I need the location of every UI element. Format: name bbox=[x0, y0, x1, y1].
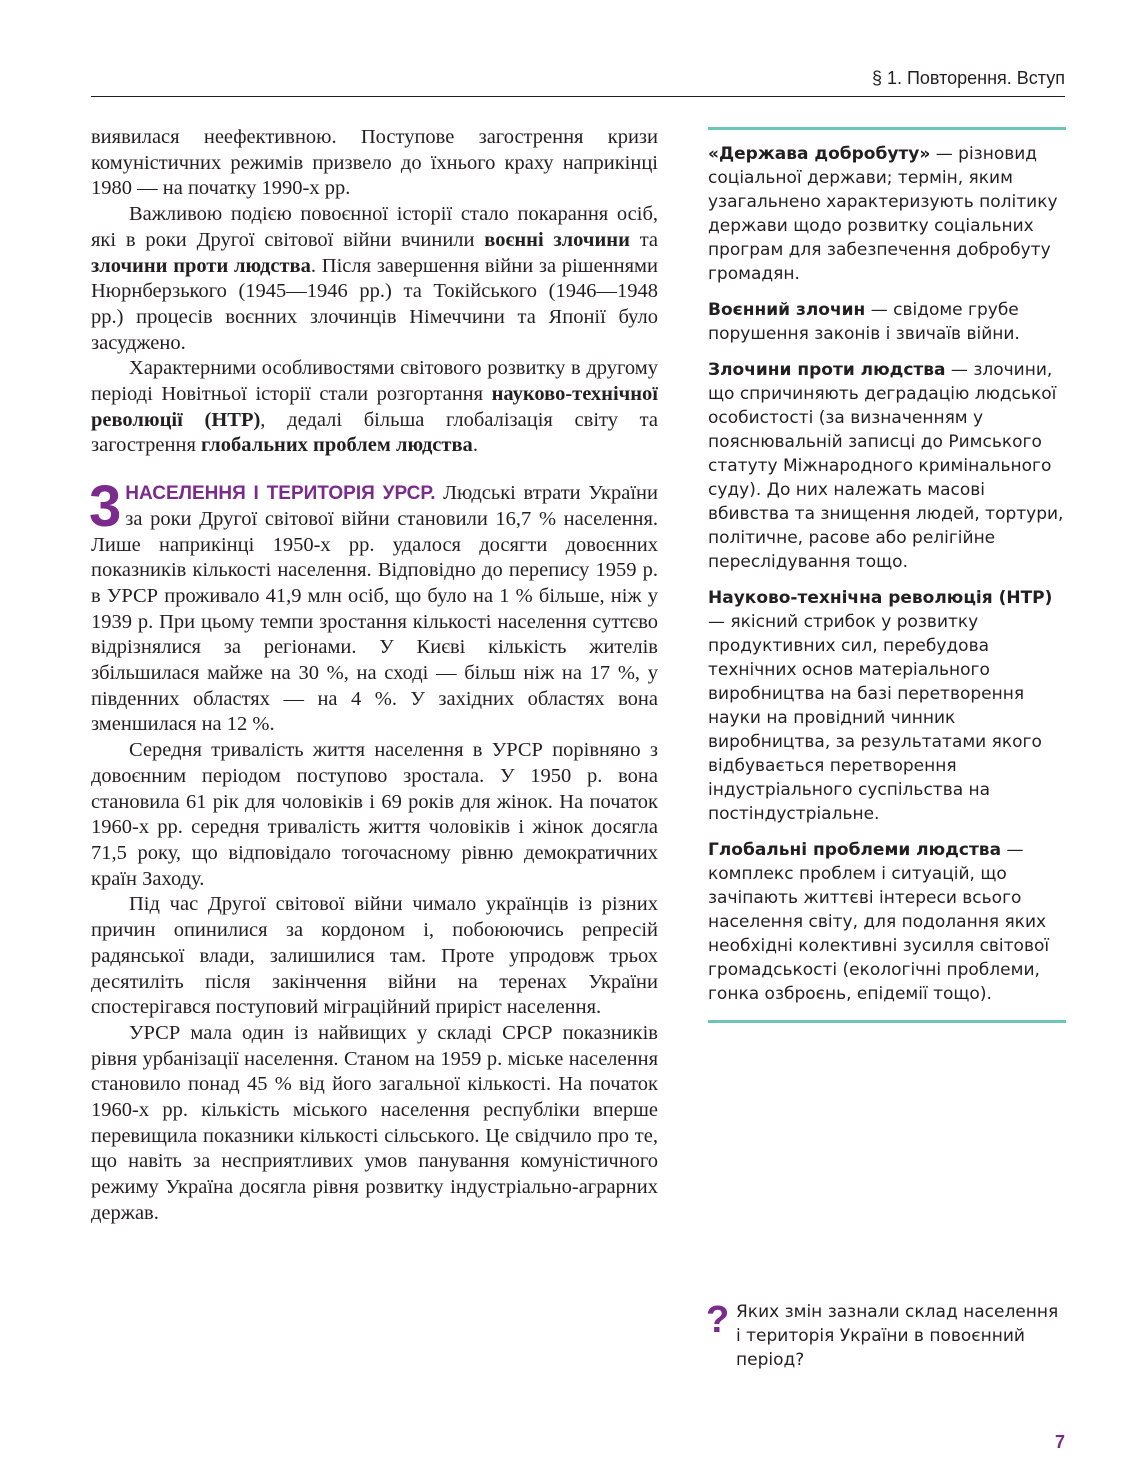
question-text: Яких змін зазнали склад населення і територія України в повоєнний період? bbox=[736, 1302, 1059, 1370]
section-number: 3 bbox=[89, 474, 122, 540]
section-3 bbox=[89, 474, 658, 738]
bold-term: злочини проти людства bbox=[91, 254, 311, 277]
paragraph: Середня тривалість життя населення в УРСР порівняно з довоєнним періодом поступово зростала. У 1950 р. вона становила 61 рік для чоловіків і 69 років для жінок. На початок 1960-х рр. середня тривалість життя чоловіків і жінок досягла 71,5 року, що відповідало тогочасному рівню демократичних країн Заходу. bbox=[91, 739, 658, 890]
definition-term: Воєнний злочин bbox=[708, 300, 866, 320]
bold-term: воєнні злочини bbox=[484, 228, 630, 251]
section-title: НАСЕЛЕННЯ І ТЕРИТОРІЯ УРСР. bbox=[125, 483, 436, 505]
definition: Злочини проти людства — злочини, що спричиняють деградацію людської особистості (за визначенням у пояснювальній записці до Римського статуту Міжнародного кримінального суду). До них належать масові вбивства та знищення людей, тортури, політичне, расове або релігійне переслідування тощо. bbox=[708, 360, 1064, 572]
paragraph: НАСЕЛЕННЯ І ТЕРИТОРІЯ УРСР. Людські втрати України за роки Другої світової війни становили 16,7 % населення. Лише наприкінці 1950-х рр. удалося досягти довоєнних показників кількості населення. Відповідно до перепису 1959 р. в УРСР проживало 41,9 млн осіб, що було на 1 % більше, ніж у 1939 р. При цьому темпи зростання кількості населення суттєво відрізнялися за регіонами. У Києві кількість жителів збільшилася майже на 30 %, на сході — більш ніж на 17 %, у південних областях — на 4 %. У західних областях вона зменшилася на 12 %. bbox=[91, 482, 658, 736]
definition: Глобальні проблеми людства — комплекс проблем і ситуацій, що зачіпають життєві інтереси всього населення світу, для подолання яких необхідні колективні зусилля світової громадськості (екологічні проблеми, гонка озброєнь, епідемії тощо). bbox=[708, 840, 1050, 1004]
definition-term: Глобальні проблеми людства bbox=[708, 840, 1002, 860]
main-text-column bbox=[91, 125, 658, 1227]
page-number: 7 bbox=[1054, 1432, 1065, 1452]
sidebar-top-divider bbox=[708, 127, 1066, 130]
paragraph: Характерними особливостями світового розвитку в другому періоді Новітньої історії стали розгортання науково-технічної революції (НТР), дедалі більша глобалізація світу та загострення глобальних проблем людства. bbox=[91, 357, 658, 457]
definition: Воєнний злочин — свідоме грубе порушення законів і звичаїв війни. bbox=[708, 300, 1020, 344]
glossary-sidebar bbox=[708, 127, 1066, 1023]
bold-term: глобальних проблем людства bbox=[201, 434, 473, 457]
paragraph: виявилася неефективною. Поступове загострення кризи комуністичних режимів призвело до їхнього краху наприкінці 1980 — на початку 1990-х рр. bbox=[91, 126, 658, 200]
running-header: § 1. Повторення. Вступ bbox=[871, 68, 1065, 88]
paragraph: Під час Другої світової війни чимало українців із різних причин опинилися за кордоном і, побоюючись репресій радянської влади, залишилися там. Проте упродовж трьох десятиліть після закінчення війни на теренах України спостерігався поступовий міграційний приріст населення. bbox=[91, 893, 658, 1019]
paragraph: Важливою подією повоєнної історії стало покарання осіб, які в роки Другої світової війни вчинили воєнні злочини та злочини проти людства. Після завершення війни за рішеннями Нюрнберзького (1945—1946 рр.) та Токійського (1946—1948 рр.) процесів воєнних злочинців Німеччини та Японії було засуджено. bbox=[91, 203, 659, 354]
definition-term: Злочини проти людства bbox=[708, 360, 946, 380]
sidebar-bottom-divider bbox=[708, 1020, 1066, 1023]
question-mark-icon: ? bbox=[706, 1299, 730, 1341]
header-divider bbox=[91, 96, 1065, 97]
review-question bbox=[706, 1300, 1066, 1372]
definition-term: «Держава добробуту» bbox=[708, 144, 931, 164]
bold-term: науково-технічної революції (НТР) bbox=[91, 383, 658, 431]
definition-term: Науково-технічна революція (НТР) bbox=[708, 588, 1053, 608]
paragraph: УРСР мала один із найвищих у складі СРСР показників рівня урбанізації населення. Станом на 1959 р. міське населення становило понад 45 % від його загальної кількості. На початок 1960-х рр. кількість міського населення республіки вперше перевищила показники кількості сільського. Це свідчило про те, що навіть за несприятливих умов панування комуністичного режиму Україна досягла рівня розвитку індустріально-аграрних держав. bbox=[91, 1021, 658, 1224]
definition: «Держава добробуту» — різновид соціальної держави; термін, яким узагальнено характеризують політику держави щодо розвитку соціальних програм для забезпечення добробуту громадян. bbox=[708, 144, 1058, 284]
definition: Науково-технічна революція (НТР) — якісний стрибок у розвитку продуктивних сил, перебудова технічних основ матеріального виробництва на базі перетворення науки на провідний чинник виробництва, за результатами якого відбувається перетворення індустріального суспільства на постіндустріальне. bbox=[708, 588, 1053, 824]
